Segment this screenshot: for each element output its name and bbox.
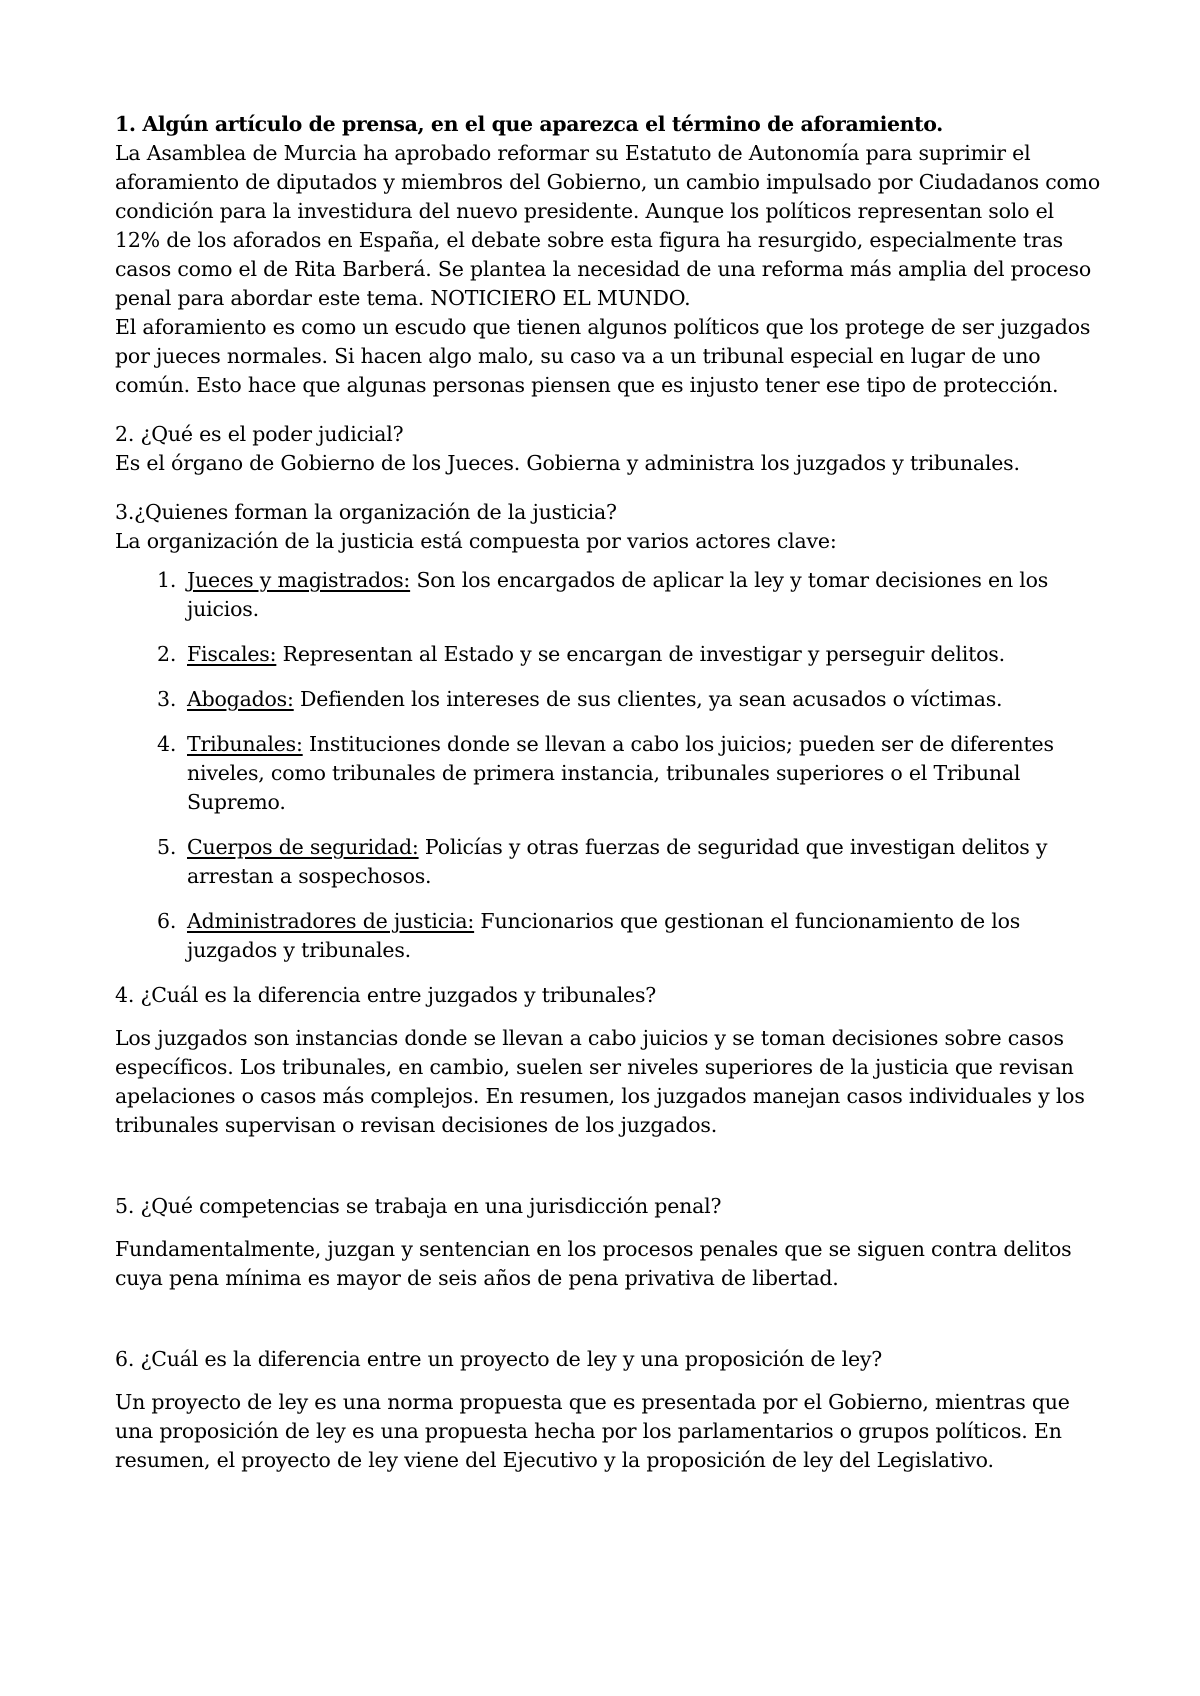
question-1 bbox=[115, 110, 1105, 400]
justice-actors-list bbox=[115, 566, 1105, 965]
question-3-intro: La organización de la justicia está compuesta por varios actores clave: bbox=[115, 529, 837, 553]
list-item-number: 5. bbox=[157, 835, 177, 859]
list-item bbox=[115, 566, 1105, 624]
list-item-term: Jueces y magistrados: bbox=[187, 568, 411, 592]
question-4-answer: Los juzgados son instancias donde se llevan a cabo juicios y se toman decisiones sobre casos específicos. Los tribunales, en cambio, suelen ser niveles superiores de la justicia que revisan apelaciones o casos más complejos. En resumen, los juzgados manejan casos individuales y los tribunales supervisan o revisan decisiones de los juzgados. bbox=[115, 1026, 1085, 1137]
list-item bbox=[115, 640, 1105, 669]
list-item bbox=[115, 685, 1105, 714]
question-2 bbox=[115, 420, 1105, 478]
list-item-number: 2. bbox=[157, 642, 177, 666]
question-5 bbox=[115, 1192, 1105, 1293]
question-5-answer: Fundamentalmente, juzgan y sentencian en los procesos penales que se siguen contra delitos cuya pena mínima es mayor de seis años de pena privativa de libertad. bbox=[115, 1237, 1072, 1290]
list-item bbox=[115, 730, 1105, 817]
question-1-explanation: El aforamiento es como un escudo que tienen algunos políticos que los protege de ser juzgados por jueces normales. Si hacen algo malo, su caso va a un tribunal especial en lugar de uno común. Esto hace que algunas personas piensen que es injusto tener ese tipo de protección. bbox=[115, 315, 1091, 397]
list-item-text: Instituciones donde se llevan a cabo los juicios; pueden ser de diferentes niveles, como tribunales de primera instancia, tribunales superiores o el Tribunal Supremo. bbox=[187, 732, 1054, 814]
question-3 bbox=[115, 498, 1105, 965]
list-item-term: Fiscales: bbox=[187, 642, 277, 666]
document-page bbox=[115, 110, 1105, 1475]
question-2-answer: Es el órgano de Gobierno de los Jueces. Gobierna y administra los juzgados y tribunales. bbox=[115, 451, 1020, 475]
list-item-number: 3. bbox=[157, 687, 177, 711]
list-item-text: Defienden los intereses de sus clientes, ya sean acusados o víctimas. bbox=[293, 687, 1003, 711]
list-item-number: 6. bbox=[157, 909, 177, 933]
list-item-text: Representan al Estado y se encargan de investigar y perseguir delitos. bbox=[276, 642, 1005, 666]
question-6-title: 6. ¿Cuál es la diferencia entre un proyecto de ley y una proposición de ley? bbox=[115, 1347, 883, 1371]
list-item-term: Administradores de justicia: bbox=[187, 909, 475, 933]
question-1-title: 1. Algún artículo de prensa, en el que aparezca el término de aforamiento. bbox=[115, 112, 943, 136]
list-item-text: Son los encargados de aplicar la ley y tomar decisiones en los juicios. bbox=[187, 568, 1049, 621]
question-6-answer: Un proyecto de ley es una norma propuesta que es presentada por el Gobierno, mientras que una proposición de ley es una propuesta hecha por los parlamentarios o grupos políticos. En resumen, el proyecto de ley viene del Ejecutivo y la proposición de ley del Legislativo. bbox=[115, 1390, 1070, 1472]
list-item bbox=[115, 907, 1105, 965]
question-1-article: La Asamblea de Murcia ha aprobado reformar su Estatuto de Autonomía para suprimir el aforamiento de diputados y miembros del Gobierno, un cambio impulsado por Ciudadanos como condición para la investidura del nuevo presidente. Aunque los políticos representan solo el 12% de los aforados en España, el debate sobre esta figura ha resurgido, especialmente tras casos como el de Rita Barberá. Se plantea la necesidad de una reforma más amplia del proceso penal para abordar este tema. NOTICIERO EL MUNDO. bbox=[115, 141, 1101, 310]
question-4 bbox=[115, 981, 1105, 1140]
list-item bbox=[115, 833, 1105, 891]
question-2-title: 2. ¿Qué es el poder judicial? bbox=[115, 422, 404, 446]
list-item-number: 4. bbox=[157, 732, 177, 756]
question-4-title: 4. ¿Cuál es la diferencia entre juzgados y tribunales? bbox=[115, 983, 657, 1007]
list-item-text: Policías y otras fuerzas de seguridad que investigan delitos y arrestan a sospechosos. bbox=[187, 835, 1048, 888]
question-6 bbox=[115, 1345, 1105, 1475]
list-item-term: Abogados: bbox=[187, 687, 294, 711]
list-item-term: Tribunales: bbox=[187, 732, 303, 756]
list-item-text: Funcionarios que gestionan el funcionamiento de los juzgados y tribunales. bbox=[187, 909, 1021, 962]
list-item-number: 1. bbox=[157, 568, 177, 592]
list-item-term: Cuerpos de seguridad: bbox=[187, 835, 419, 859]
question-5-title: 5. ¿Qué competencias se trabaja en una jurisdicción penal? bbox=[115, 1194, 722, 1218]
question-3-title: 3.¿Quienes forman la organización de la justicia? bbox=[115, 500, 617, 524]
